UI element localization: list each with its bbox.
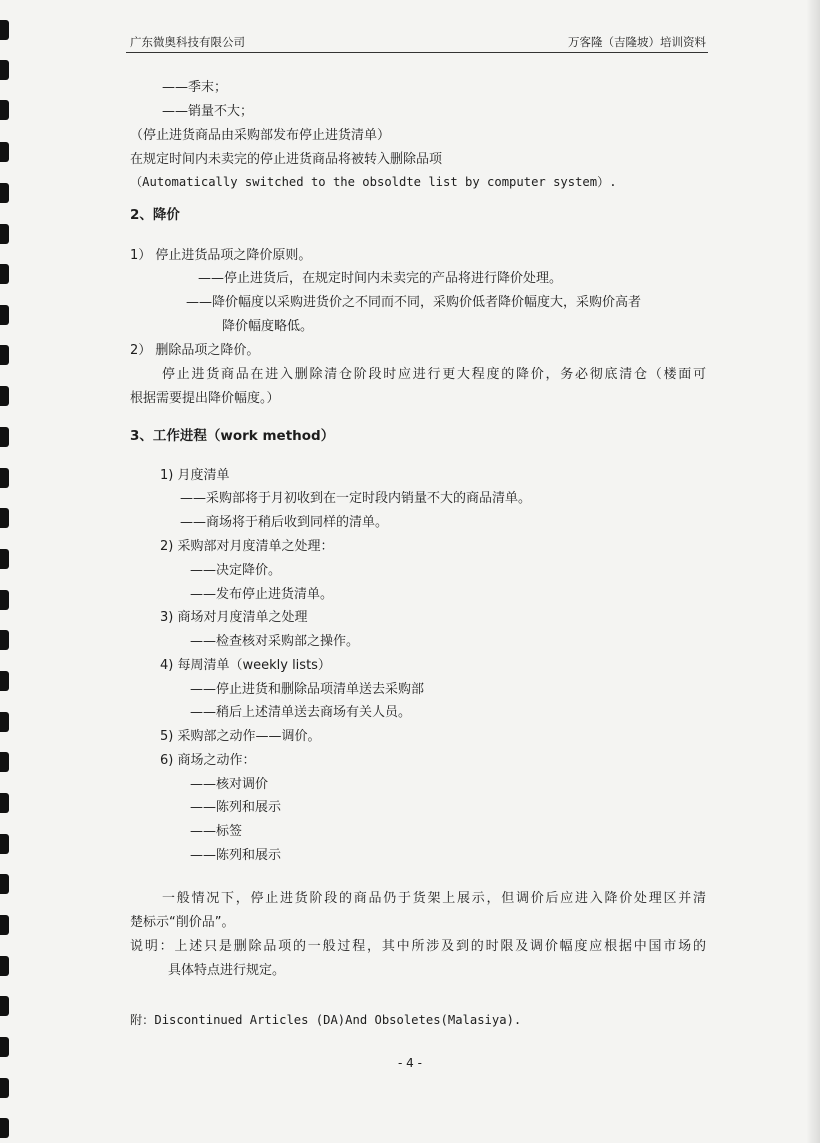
list-subitem: ——停止进货和删除品项清单送去采购部 xyxy=(190,682,425,697)
list-item: 4) 每周清单（weekly lists） xyxy=(160,658,331,673)
header-rule xyxy=(126,52,708,53)
note-line: 说明：上述只是删除品项的一般过程，其中所涉及到的时限及调价幅度应根据中国市场的 xyxy=(130,939,706,954)
paragraph-line: 根据需要提出降价幅度。） xyxy=(130,391,280,406)
list-subitem: ——稍后上述清单送去商场有关人员。 xyxy=(190,705,412,720)
list-subitem: ——标签 xyxy=(190,824,243,839)
attachment-line: 附：Discontinued Articles (DA)And Obsoletes(Malasiya). xyxy=(130,1013,522,1027)
list-subitem: ——陈列和展示 xyxy=(190,800,282,815)
list-item: 5) 采购部之动作——调价。 xyxy=(160,729,321,744)
list-item: 2） 删除品项之降价。 xyxy=(130,343,260,358)
list-item: 3) 商场对月度清单之处理 xyxy=(160,610,308,625)
header-course-title: 万客隆（吉隆坡）培训资料 xyxy=(568,35,706,49)
list-subitem: ——商场将于稍后收到同样的清单。 xyxy=(180,515,389,530)
page-edge-shadow xyxy=(806,0,820,1143)
list-subitem: ——发布停止进货清单。 xyxy=(190,587,334,602)
list-subitem: ——检查核对采购部之操作。 xyxy=(190,634,360,649)
list-item: 6) 商场之动作： xyxy=(160,753,256,768)
list-subitem: ——采购部将于月初收到在一定时段内销量不大的商品清单。 xyxy=(180,491,532,506)
paragraph-line: 一般情况下，停止进货阶段的商品仍于货架上展示，但调价后应进入降价处理区并清 xyxy=(162,891,706,906)
text-line-english: （Automatically switched to the obsoldte list by computer system）. xyxy=(130,175,617,189)
note-line: 具体特点进行规定。 xyxy=(168,963,286,978)
list-subitem: ——降价幅度以采购进货价之不同而不同，采购价低者降价幅度大，采购价高者 xyxy=(186,295,642,310)
list-subitem: ——停止进货后，在规定时间内未卖完的产品将进行降价处理。 xyxy=(198,271,563,286)
text-line: ——季末； xyxy=(162,80,228,95)
text-line: ——销量不大； xyxy=(162,104,254,119)
text-line: （停止进货商品由采购部发布停止进货清单） xyxy=(130,128,391,143)
paragraph-line: 停止进货商品在进入删除清仓阶段时应进行更大程度的降价，务必彻底清仓（楼面可 xyxy=(162,367,706,382)
section-heading: 3、工作进程（work method） xyxy=(130,428,335,444)
list-item: 2) 采购部对月度清单之处理： xyxy=(160,539,334,554)
paragraph-line: 楚标示“削价品”。 xyxy=(130,915,235,930)
list-item: 1） 停止进货品项之降价原则。 xyxy=(130,248,312,263)
header-company: 广东微奥科技有限公司 xyxy=(130,35,245,49)
list-subitem-continuation: 降价幅度略低。 xyxy=(222,319,314,334)
page-header xyxy=(130,34,706,48)
list-subitem: ——核对调价 xyxy=(190,777,269,792)
list-subitem: ——陈列和展示 xyxy=(190,848,282,863)
page-number: - 4 - xyxy=(398,1056,422,1070)
text-line: 在规定时间内未卖完的停止进货商品将被转入删除品项 xyxy=(130,152,443,167)
list-subitem: ——决定降价。 xyxy=(190,563,282,578)
list-item: 1) 月度清单 xyxy=(160,468,230,483)
section-heading: 2、降价 xyxy=(130,207,180,223)
binding-spine xyxy=(0,0,12,1143)
